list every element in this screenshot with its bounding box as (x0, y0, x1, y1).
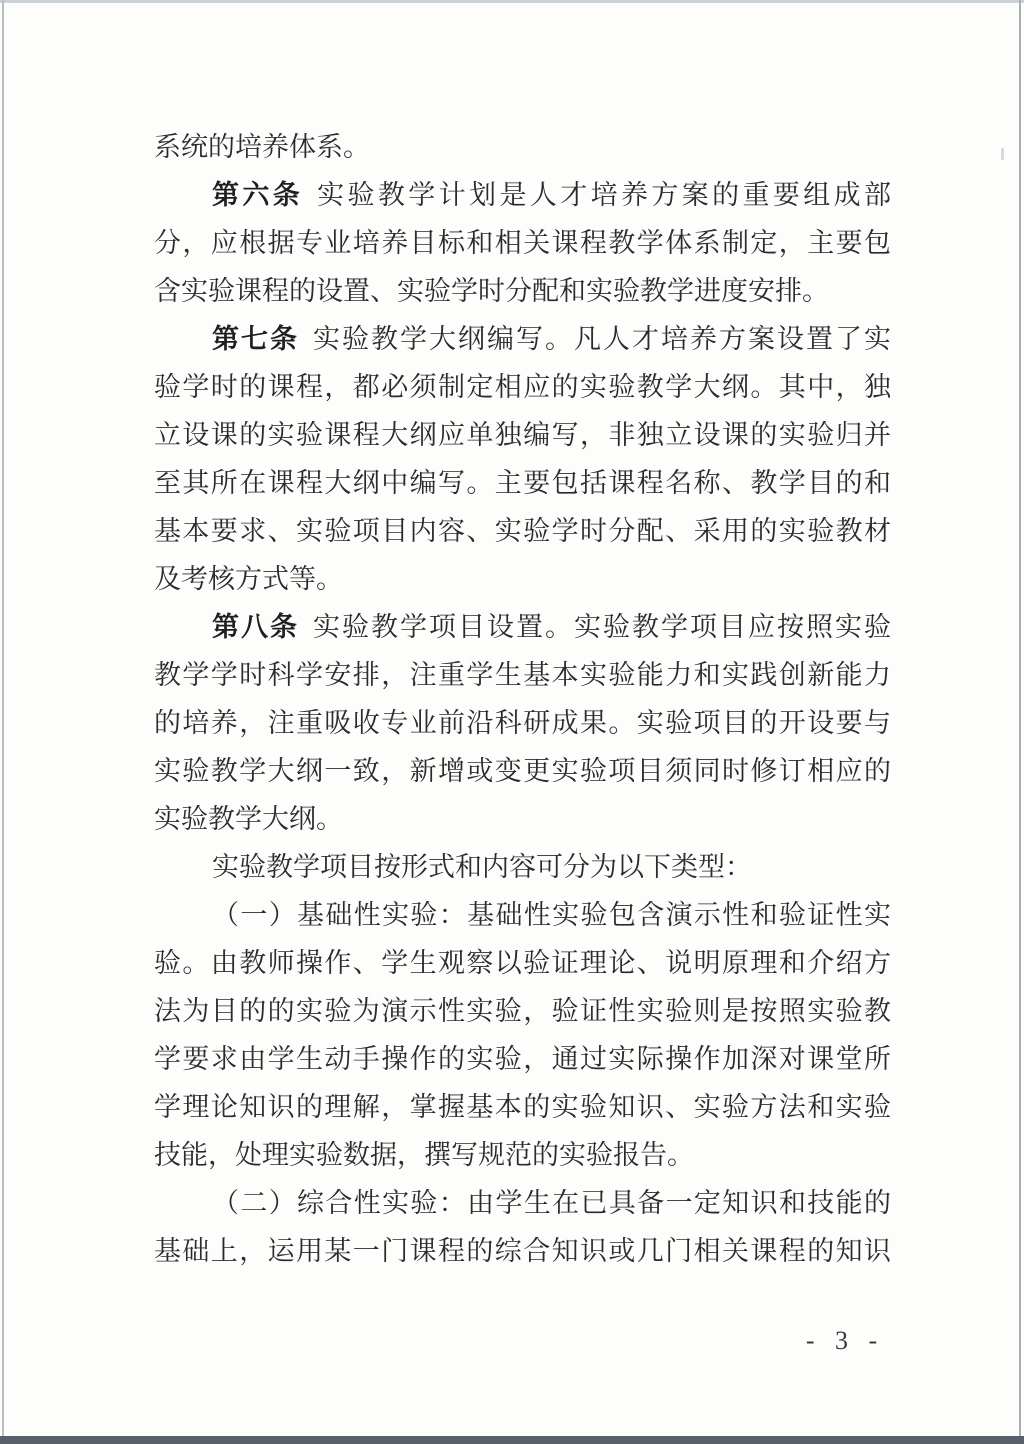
paragraph (154, 315, 891, 603)
scan-border-right (1019, 0, 1021, 1444)
page-number: - 3 - (805, 1326, 885, 1355)
text-line (154, 603, 891, 651)
article-number: 第七条 (212, 324, 299, 354)
paragraph (154, 891, 891, 1179)
text-line: 系统的培养体系。 (154, 132, 370, 162)
paragraph (154, 843, 891, 891)
paragraph (154, 171, 891, 315)
text-line: 基本要求、实验项目内容、实验学时分配、采用的实验教材 (154, 516, 891, 546)
text-line: 的培养，注重吸收专业前沿科研成果。实验项目的开设要与 (154, 708, 891, 738)
scan-border-top (0, 0, 1024, 3)
text-line: 含实验课程的设置、实验学时分配和实验教学进度安排。 (154, 276, 829, 306)
text-line: 至其所在课程大纲中编写。主要包括课程名称、教学目的和 (154, 468, 891, 498)
text-line-content: 实验教学大纲编写。凡人才培养方案设置了实 (313, 324, 891, 354)
text-line (154, 171, 891, 219)
text-line: 验学时的课程，都必须制定相应的实验教学大纲。其中，独 (154, 372, 891, 402)
text-line: 教学学时科学安排，注重学生基本实验能力和实践创新能力 (154, 660, 891, 690)
text-line: 基础上，运用某一门课程的综合知识或几门相关课程的知识 (154, 1236, 891, 1266)
text-line: 实验教学大纲。 (154, 804, 343, 834)
text-line: 及考核方式等。 (154, 564, 343, 594)
scan-border-left (2, 0, 4, 1444)
text-line (154, 315, 891, 363)
article-number: 第六条 (212, 180, 304, 210)
text-line-content: 实验教学项目设置。实验教学项目应按照实验 (313, 612, 891, 642)
scan-speck (1001, 148, 1004, 160)
text-line: 实验教学项目按形式和内容可分为以下类型： (212, 852, 752, 882)
text-line: 验。由教师操作、学生观察以验证理论、说明原理和介绍方 (154, 948, 891, 978)
paragraph (154, 603, 891, 843)
text-line: 分，应根据专业培养目标和相关课程教学体系制定，主要包 (154, 228, 891, 258)
scan-border-bottom (0, 1436, 1024, 1444)
text-line: 技能，处理实验数据，撰写规范的实验报告。 (154, 1140, 694, 1170)
text-line: 法为目的的实验为演示性实验，验证性实验则是按照实验教 (154, 996, 891, 1026)
article-number: 第八条 (212, 612, 299, 642)
text-line: 实验教学大纲一致，新增或变更实验项目须同时修订相应的 (154, 756, 891, 786)
text-line: 学理论知识的理解，掌握基本的实验知识、实验方法和实验 (154, 1092, 891, 1122)
text-line: 学要求由学生动手操作的实验，通过实际操作加深对课堂所 (154, 1044, 891, 1074)
paragraph (154, 1179, 891, 1275)
text-line-content: 实验教学计划是人才培养方案的重要组成部 (317, 180, 892, 210)
paragraph (154, 123, 891, 171)
body-text (154, 123, 891, 1275)
text-line: （一）基础性实验：基础性实验包含演示性和验证性实 (212, 900, 891, 930)
text-line: 立设课的实验课程大纲应单独编写，非独立设课的实验归并 (154, 420, 891, 450)
text-line: （二）综合性实验：由学生在已具备一定知识和技能的 (212, 1188, 891, 1218)
